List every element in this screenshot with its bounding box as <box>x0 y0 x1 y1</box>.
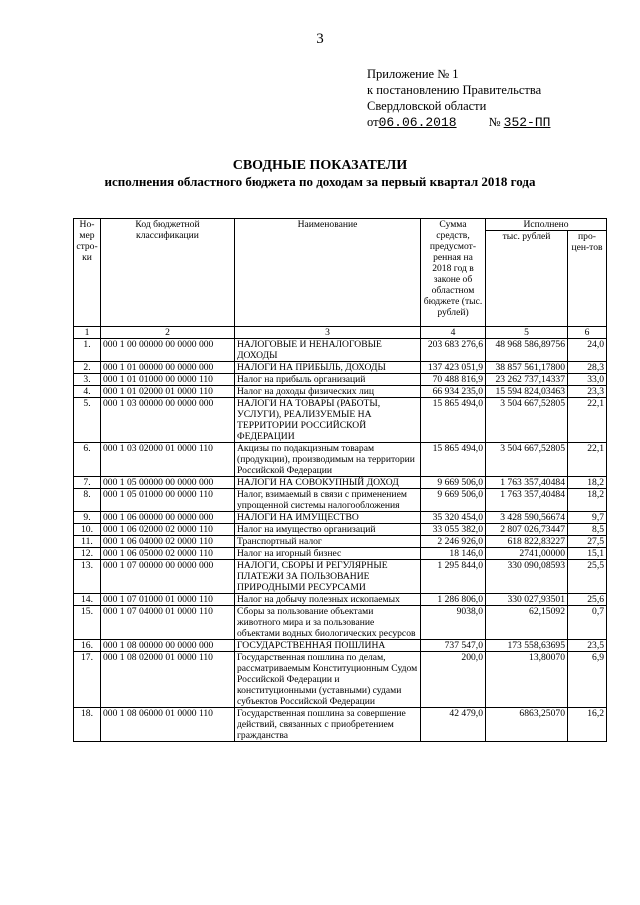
executed-amount: 2741,00000 <box>486 548 568 560</box>
budget-code: 000 1 03 02000 01 0000 110 <box>101 443 235 477</box>
planned-amount: 9038,0 <box>421 606 486 640</box>
planned-amount: 137 423 051,9 <box>421 362 486 374</box>
revenue-name: Государственная пошлина за совершение действий, связанных с приобретением гражданства <box>235 708 421 742</box>
executed-percent: 23,5 <box>568 640 607 652</box>
table-row <box>74 548 607 560</box>
executed-percent: 22,1 <box>568 443 607 477</box>
budget-code: 000 1 05 01000 00 0000 110 <box>101 489 235 512</box>
revenue-name: НАЛОГИ НА ИМУЩЕСТВО <box>235 512 421 524</box>
budget-code: 000 1 03 00000 00 0000 000 <box>101 398 235 443</box>
planned-amount: 1 286 806,0 <box>421 594 486 606</box>
planned-amount: 9 669 506,0 <box>421 489 486 512</box>
row-number: 1. <box>74 339 101 362</box>
row-number: 18. <box>74 708 101 742</box>
revenue-table <box>73 218 607 742</box>
budget-code: 000 1 07 01000 01 0000 110 <box>101 594 235 606</box>
executed-percent: 25,6 <box>568 594 607 606</box>
budget-code: 000 1 06 05000 02 0000 110 <box>101 548 235 560</box>
row-number: 8. <box>74 489 101 512</box>
header-executed-pct: про-цен-тов <box>568 231 607 327</box>
document-title <box>0 158 640 190</box>
table-row <box>74 339 607 362</box>
table-row <box>74 524 607 536</box>
row-number: 16. <box>74 640 101 652</box>
row-number: 17. <box>74 652 101 708</box>
planned-amount: 42 479,0 <box>421 708 486 742</box>
title-line-1: СВОДНЫЕ ПОКАЗАТЕЛИ <box>232 158 408 173</box>
budget-code: 000 1 05 00000 00 0000 000 <box>101 477 235 489</box>
revenue-name: Сборы за пользование объектами животного мира и за пользование объектами водных биологических ресурсов <box>235 606 421 640</box>
executed-percent: 18,2 <box>568 477 607 489</box>
row-number: 12. <box>74 548 101 560</box>
revenue-name: ГОСУДАРСТВЕННАЯ ПОШЛИНА <box>235 640 421 652</box>
table-row <box>74 640 607 652</box>
row-number: 11. <box>74 536 101 548</box>
revenue-name: Государственная пошлина по делам, рассматриваемым Конституционным Судом Российской Федерации и конституционными (уставными) судами субъектов Российской Федерации <box>235 652 421 708</box>
row-number: 5. <box>74 398 101 443</box>
executed-percent: 28,3 <box>568 362 607 374</box>
executed-amount: 3 504 667,52805 <box>486 398 568 443</box>
budget-code: 000 1 06 04000 02 0000 110 <box>101 536 235 548</box>
executed-percent: 8,5 <box>568 524 607 536</box>
header-budget-code: Код бюджетной классификации <box>101 219 235 327</box>
executed-percent: 25,5 <box>568 560 607 594</box>
revenue-name: Налог на доходы физических лиц <box>235 386 421 398</box>
resolution-number: 352-ПП <box>503 115 551 130</box>
budget-code: 000 1 01 01000 00 0000 110 <box>101 374 235 386</box>
column-number: 3 <box>235 327 421 339</box>
table-row <box>74 398 607 443</box>
executed-amount: 6863,25070 <box>486 708 568 742</box>
executed-amount: 1 763 357,40484 <box>486 477 568 489</box>
row-number: 2. <box>74 362 101 374</box>
header-planned-amount: Сумма средств, предусмот-ренная на 2018 год в законе об областном бюджете (тыс. рублей) <box>421 219 486 327</box>
budget-code: 000 1 07 04000 01 0000 110 <box>101 606 235 640</box>
table-row <box>74 708 607 742</box>
row-number: 9. <box>74 512 101 524</box>
executed-amount: 62,15092 <box>486 606 568 640</box>
executed-amount: 15 594 824,03463 <box>486 386 568 398</box>
appendix-line-1: Приложение № 1 <box>367 67 459 81</box>
budget-code: 000 1 00 00000 00 0000 000 <box>101 339 235 362</box>
executed-percent: 33,0 <box>568 374 607 386</box>
budget-code: 000 1 01 00000 00 0000 000 <box>101 362 235 374</box>
table-row <box>74 477 607 489</box>
planned-amount: 66 934 235,0 <box>421 386 486 398</box>
executed-percent: 15,1 <box>568 548 607 560</box>
table-row <box>74 594 607 606</box>
header-executed: Исполнено <box>486 219 607 231</box>
revenue-name: Транспортный налог <box>235 536 421 548</box>
row-number: 4. <box>74 386 101 398</box>
revenue-name: НАЛОГИ НА ТОВАРЫ (РАБОТЫ, УСЛУГИ), РЕАЛИЗУЕМЫЕ НА ТЕРРИТОРИИ РОССИЙСКОЙ ФЕДЕРАЦИИ <box>235 398 421 443</box>
planned-amount: 737 547,0 <box>421 640 486 652</box>
revenue-name: Налог на прибыль организаций <box>235 374 421 386</box>
table-row <box>74 560 607 594</box>
executed-percent: 22,1 <box>568 398 607 443</box>
column-number: 6 <box>568 327 607 339</box>
revenue-name: Налог на игорный бизнес <box>235 548 421 560</box>
executed-percent: 18,2 <box>568 489 607 512</box>
budget-code: 000 1 08 00000 00 0000 000 <box>101 640 235 652</box>
appendix-line-2: к постановлению Правительства <box>367 83 542 97</box>
executed-amount: 3 504 667,52805 <box>486 443 568 477</box>
row-number: 10. <box>74 524 101 536</box>
revenue-name: Налог на имущество организаций <box>235 524 421 536</box>
executed-percent: 0,7 <box>568 606 607 640</box>
header-executed-rub: тыс. рублей <box>486 231 568 327</box>
row-number: 15. <box>74 606 101 640</box>
executed-amount: 330 027,93501 <box>486 594 568 606</box>
planned-amount: 203 683 276,6 <box>421 339 486 362</box>
page-number: 3 <box>316 31 324 47</box>
header-row-number: Но-мер стро-ки <box>74 219 101 327</box>
executed-amount: 48 968 586,89756 <box>486 339 568 362</box>
budget-code: 000 1 08 06000 01 0000 110 <box>101 708 235 742</box>
planned-amount: 15 865 494,0 <box>421 443 486 477</box>
budget-code: 000 1 07 00000 00 0000 000 <box>101 560 235 594</box>
revenue-name: Акцизы по подакцизным товарам (продукции), производимым на территории Российской Федерации <box>235 443 421 477</box>
planned-amount: 2 246 926,0 <box>421 536 486 548</box>
revenue-name: Налог, взимаемый в связи с применением упрощенной системы налогообложения <box>235 489 421 512</box>
planned-amount: 33 055 382,0 <box>421 524 486 536</box>
date-prefix: от <box>367 115 379 129</box>
executed-percent: 24,0 <box>568 339 607 362</box>
row-number: 6. <box>74 443 101 477</box>
revenue-name: НАЛОГИ НА СОВОКУПНЫЙ ДОХОД <box>235 477 421 489</box>
budget-code: 000 1 08 02000 01 0000 110 <box>101 652 235 708</box>
budget-code: 000 1 06 02000 02 0000 110 <box>101 524 235 536</box>
table-row <box>74 536 607 548</box>
revenue-name: НАЛОГОВЫЕ И НЕНАЛОГОВЫЕ ДОХОДЫ <box>235 339 421 362</box>
table-row <box>74 386 607 398</box>
planned-amount: 18 146,0 <box>421 548 486 560</box>
revenue-name: НАЛОГИ, СБОРЫ И РЕГУЛЯРНЫЕ ПЛАТЕЖИ ЗА ПОЛЬЗОВАНИЕ ПРИРОДНЫМИ РЕСУРСАМИ <box>235 560 421 594</box>
executed-amount: 330 090,08593 <box>486 560 568 594</box>
row-number: 14. <box>74 594 101 606</box>
table-row <box>74 606 607 640</box>
budget-code: 000 1 06 00000 00 0000 000 <box>101 512 235 524</box>
table-row <box>74 443 607 477</box>
title-line-2: исполнения областного бюджета по доходам за первый квартал 2018 года <box>104 174 536 189</box>
column-number: 2 <box>101 327 235 339</box>
executed-percent: 6,9 <box>568 652 607 708</box>
planned-amount: 15 865 494,0 <box>421 398 486 443</box>
appendix-line-3: Свердловской области <box>367 99 487 113</box>
column-number: 1 <box>74 327 101 339</box>
column-number: 4 <box>421 327 486 339</box>
executed-amount: 618 822,83227 <box>486 536 568 548</box>
resolution-date: 06.06.2018 <box>378 115 457 130</box>
revenue-name: Налог на добычу полезных ископаемых <box>235 594 421 606</box>
table-row <box>74 512 607 524</box>
column-number: 5 <box>486 327 568 339</box>
row-number: 13. <box>74 560 101 594</box>
planned-amount: 9 669 506,0 <box>421 477 486 489</box>
executed-percent: 9,7 <box>568 512 607 524</box>
executed-amount: 2 807 026,73447 <box>486 524 568 536</box>
executed-percent: 27,5 <box>568 536 607 548</box>
table-row <box>74 489 607 512</box>
number-prefix: № <box>488 115 501 129</box>
row-number: 7. <box>74 477 101 489</box>
executed-amount: 173 558,63695 <box>486 640 568 652</box>
planned-amount: 1 295 844,0 <box>421 560 486 594</box>
executed-amount: 1 763 357,40484 <box>486 489 568 512</box>
table-row <box>74 362 607 374</box>
budget-code: 000 1 01 02000 01 0000 110 <box>101 386 235 398</box>
executed-amount: 23 262 737,14337 <box>486 374 568 386</box>
appendix-block <box>367 66 550 131</box>
executed-amount: 13,80070 <box>486 652 568 708</box>
planned-amount: 200,0 <box>421 652 486 708</box>
row-number: 3. <box>74 374 101 386</box>
planned-amount: 70 488 816,9 <box>421 374 486 386</box>
header-name: Наименование <box>235 219 421 327</box>
table-row <box>74 374 607 386</box>
executed-percent: 16,2 <box>568 708 607 742</box>
revenue-name: НАЛОГИ НА ПРИБЫЛЬ, ДОХОДЫ <box>235 362 421 374</box>
executed-percent: 23,3 <box>568 386 607 398</box>
table-body <box>74 339 607 742</box>
appendix-date-line <box>367 114 550 131</box>
planned-amount: 35 320 454,0 <box>421 512 486 524</box>
executed-amount: 38 857 561,17800 <box>486 362 568 374</box>
executed-amount: 3 428 590,56674 <box>486 512 568 524</box>
table-row <box>74 652 607 708</box>
column-numbers-row <box>74 327 607 339</box>
